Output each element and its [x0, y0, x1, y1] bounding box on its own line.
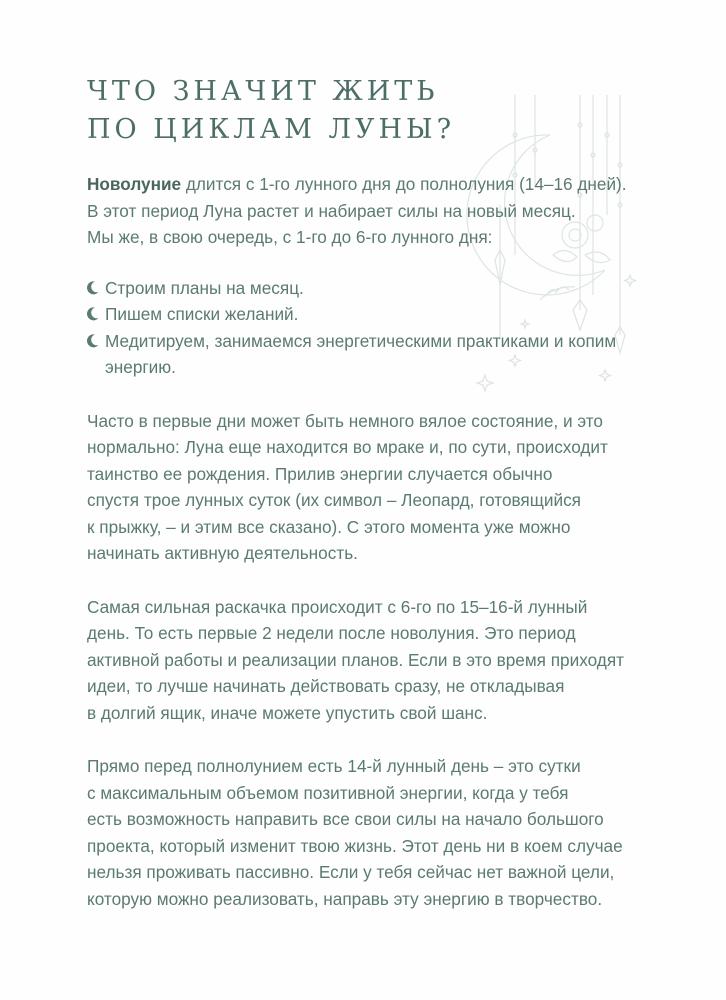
- bullet-list: [87, 275, 677, 381]
- text-line: активной работы и реализации планов. Если в это время приходят: [87, 649, 624, 670]
- text-line: нельзя проживать пассивно. Если у тебя сейчас нет важной цели,: [87, 862, 615, 882]
- text-line: есть возможность направить все свои силы на начало большого: [87, 809, 604, 829]
- list-item: [87, 275, 677, 302]
- title-line-2: ПО ЦИКЛАМ ЛУНЫ?: [87, 114, 456, 145]
- crescent-moon-icon: [87, 281, 99, 295]
- intro-line-3: Мы же, в свою очередь, с 1-го до 6-го лунного дня:: [87, 227, 493, 247]
- bullet-text: Пишем списки желаний.: [105, 304, 299, 324]
- text-line: Самая сильная раскачка происходит с 6-го по 15–16-й лунный: [87, 596, 588, 617]
- crescent-moon-icon: [87, 334, 99, 348]
- bullet-text-cont: энергию.: [105, 357, 176, 377]
- intro-line-1: [87, 171, 677, 198]
- lead-term: Новолуние: [87, 174, 182, 194]
- title-line-1: ЧТО ЗНАЧИТ ЖИТЬ: [87, 76, 439, 107]
- crescent-moon-icon: [87, 307, 99, 321]
- intro-line-1-rest: длится с 1-го лунного дня до полнолуния (14–16 дней).: [181, 174, 627, 194]
- bullet-text: Медитируем, занимаемся энергетическими практиками и копим: [105, 330, 617, 351]
- paragraph-4: [87, 753, 677, 912]
- intro-line-2: В этот период Луна растет и набирает силы на новый месяц.: [87, 200, 576, 221]
- text-line: к прыжку, – и этим все сказано). С этого момента уже можно: [87, 516, 571, 537]
- text-line: таинство ее рождения. Прилив энергии случается обычно: [87, 463, 553, 484]
- text-line: проекта, который изменит твою жизнь. Этот день ни в коем случае: [87, 835, 623, 856]
- text-line: спустя трое лунных суток (их символ – Леопард, готовящийся: [87, 490, 581, 510]
- text-line: идеи, то лучше начинать действовать сразу, не откладывая: [87, 676, 565, 696]
- page-title: [87, 73, 455, 149]
- text-line: нормально: Луна еще находится во мраке и, по сути, происходит: [87, 437, 608, 457]
- list-item: [87, 328, 677, 381]
- text-line: в долгий ящик, иначе можете упустить свой шанс.: [87, 702, 488, 723]
- paragraph-2: [87, 408, 677, 567]
- bullet-text: Строим планы на месяц.: [105, 277, 304, 298]
- text-line: которую можно реализовать, направь эту энергию в творчество.: [87, 888, 603, 909]
- text-line: Часто в первые дни может быть немного вялое состояние, и это: [87, 410, 603, 431]
- article-body: [87, 171, 677, 912]
- text-line: Прямо перед полнолунием есть 14-й лунный день – это сутки: [87, 756, 581, 776]
- paragraph-3: [87, 594, 677, 727]
- list-item: [87, 301, 677, 328]
- text-line: начинать активную деятельность.: [87, 543, 358, 563]
- text-line: с максимальным объемом позитивной энергии, когда у тебя: [87, 782, 569, 803]
- intro-paragraph: [87, 171, 677, 251]
- text-line: день. То есть первые 2 недели после новолуния. Это период: [87, 623, 576, 643]
